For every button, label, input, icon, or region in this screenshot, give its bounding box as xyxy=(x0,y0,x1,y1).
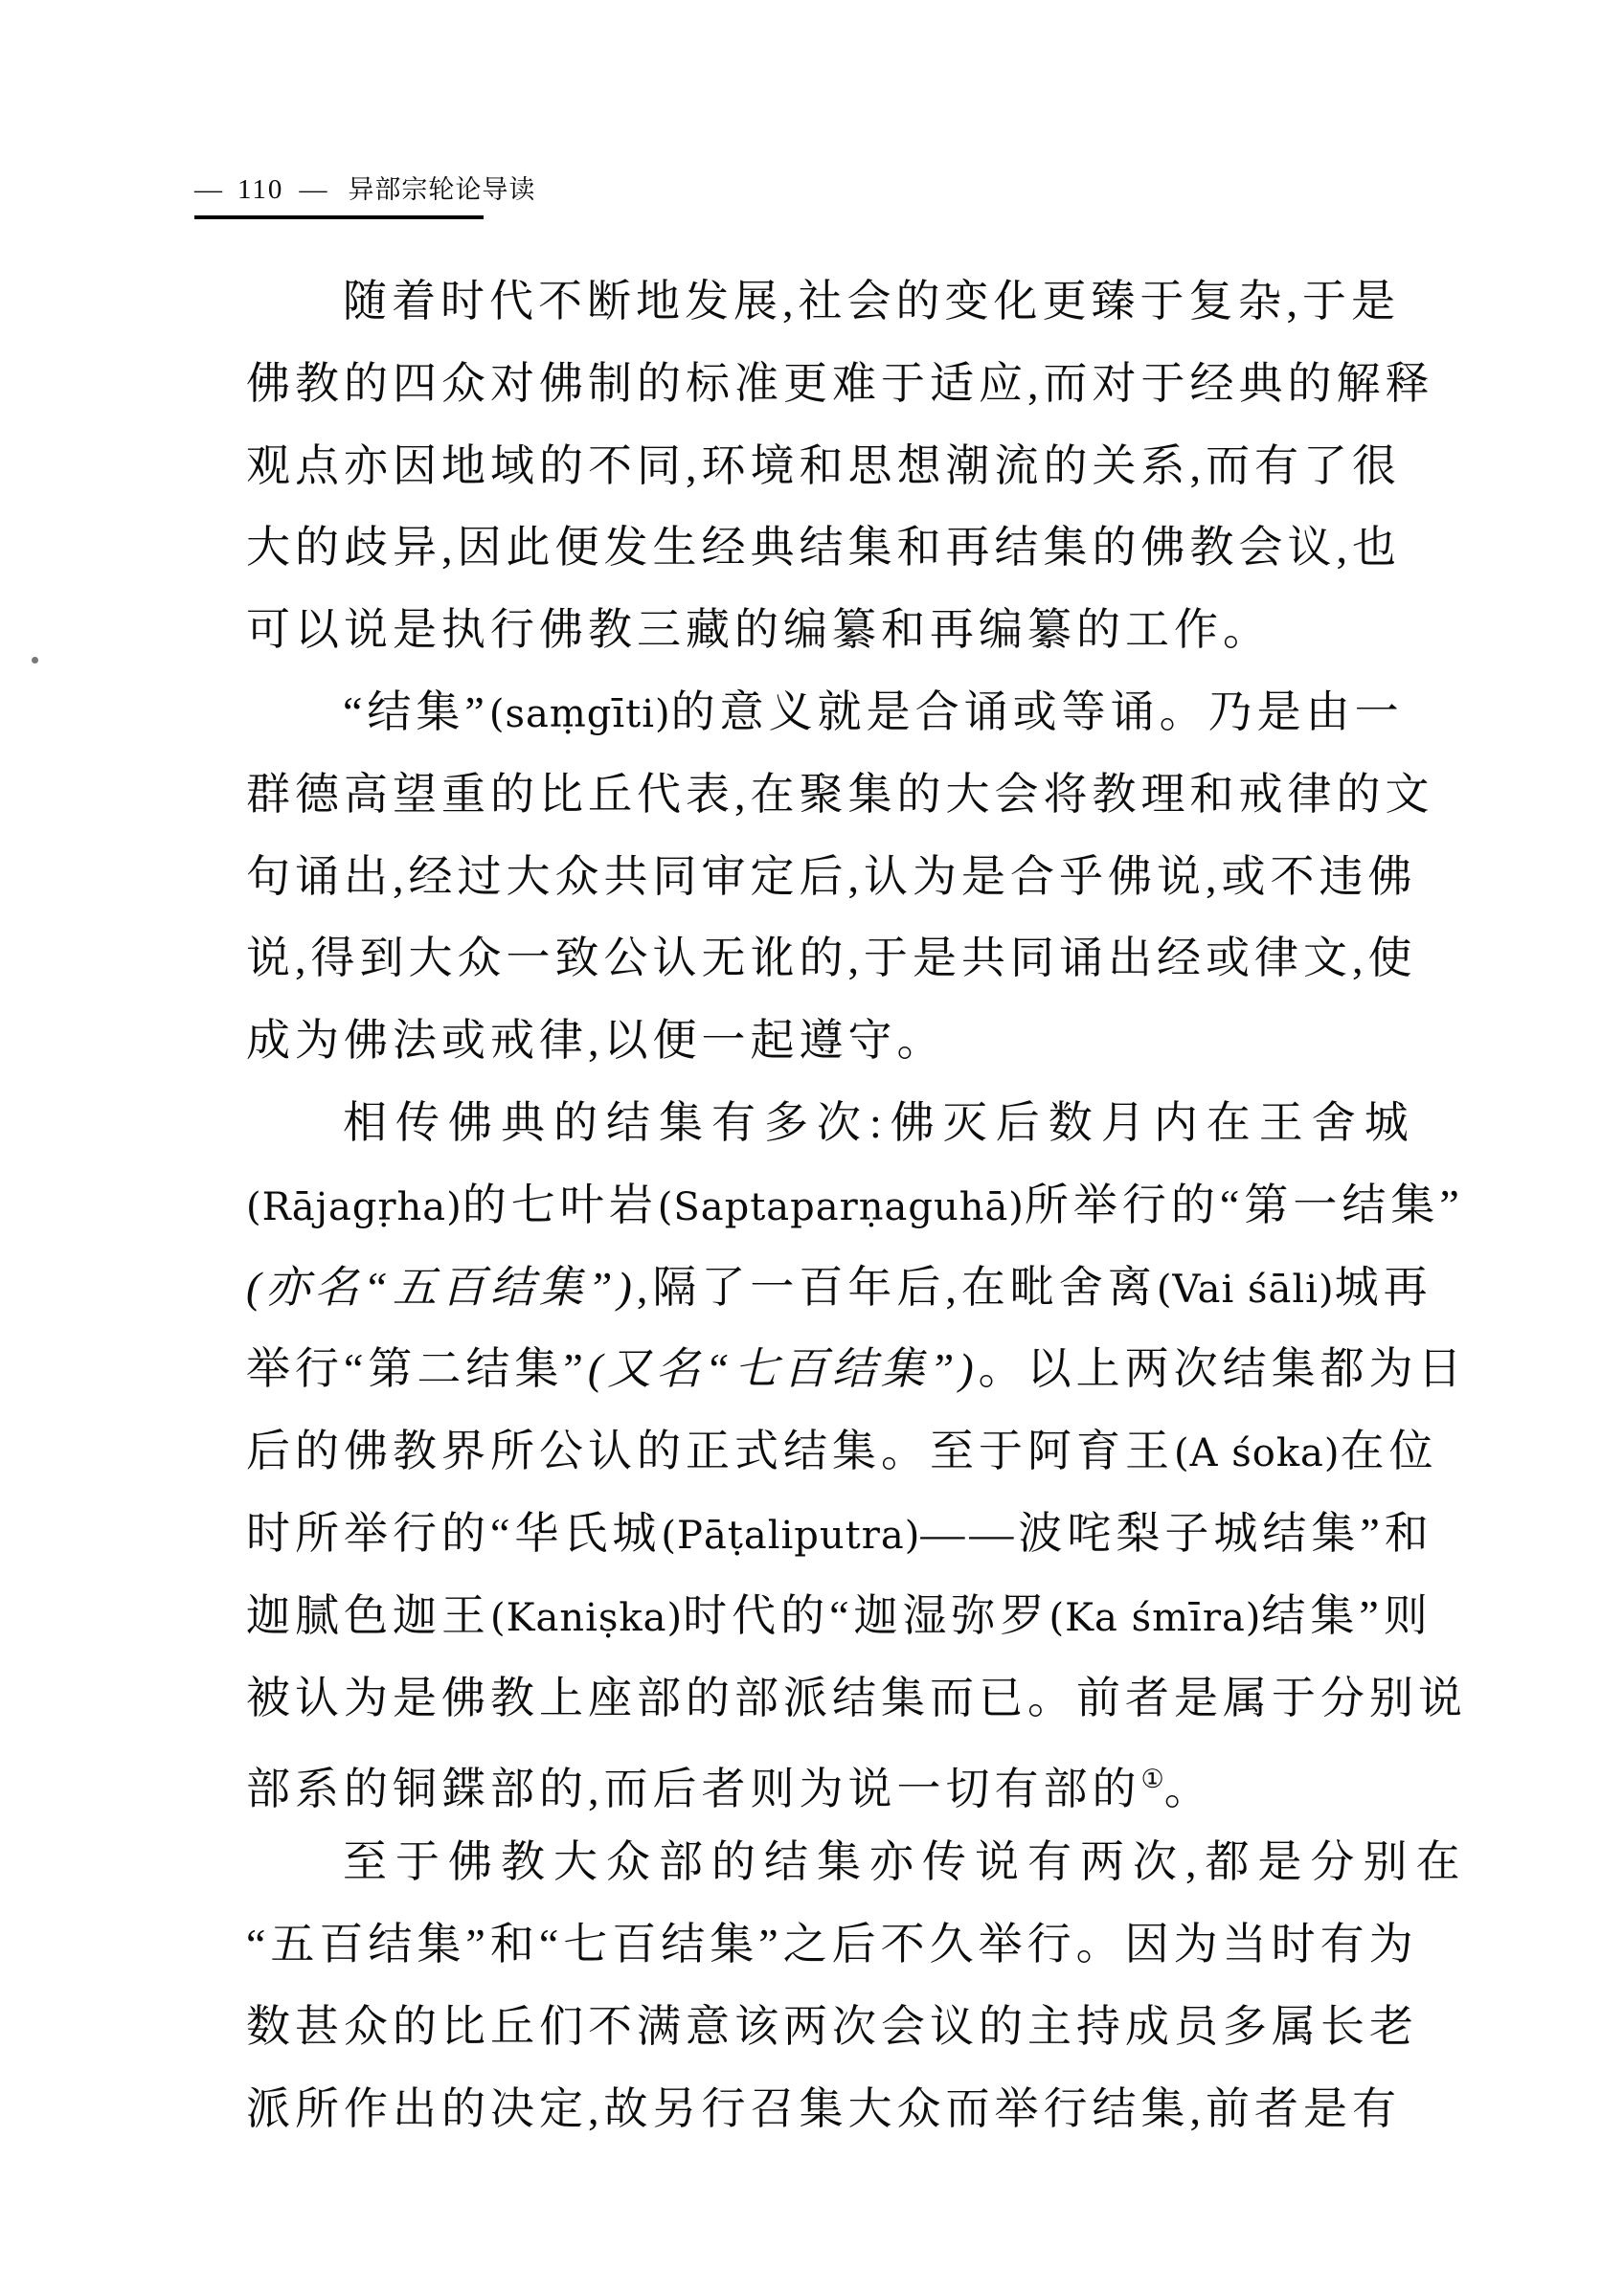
cjk-text: 部系的铜鍱部的,而后者则为说一切有部的 xyxy=(246,1765,1141,1814)
cjk-text: 迦腻色迦王 xyxy=(246,1590,490,1640)
cjk-text: 随着时代不断地发展,社会的变化更臻于复杂,于是 xyxy=(343,277,1400,326)
cjk-text: 所举行的“第一结集” xyxy=(1024,1180,1464,1229)
book-title: 异部宗轮论导读 xyxy=(348,175,536,204)
page-number: 110 xyxy=(237,174,284,205)
cjk-text: 。 xyxy=(1163,1765,1213,1814)
kai-style-note: (亦名“五百结集”) xyxy=(246,1262,637,1312)
header-left-dash: — xyxy=(194,174,222,205)
page-body xyxy=(246,260,1469,2149)
text-line xyxy=(246,917,1462,1000)
text-line xyxy=(246,425,1462,507)
cjk-text: 时代的“迦湿弥罗 xyxy=(683,1590,1049,1640)
text-line xyxy=(246,754,1462,836)
cjk-text: 举行“第二结集” xyxy=(246,1344,588,1394)
cjk-text: 可以说是执行佛教三藏的编纂和再编纂的工作。 xyxy=(246,605,1272,655)
text-line xyxy=(246,836,1462,918)
cjk-text: 的七叶岩 xyxy=(462,1180,658,1229)
cjk-text: ——波咤梨子城结集”和 xyxy=(920,1508,1433,1558)
text-line xyxy=(246,1657,1467,1740)
sanskrit-romanization: (Pāṭaliputra) xyxy=(661,1513,921,1558)
text-line xyxy=(246,1164,1462,1247)
cjk-text: 相传佛典的结集有多次:佛灭后数月内在王舍城 xyxy=(343,1097,1417,1147)
text-line xyxy=(246,1410,1462,1493)
sanskrit-romanization: (Rājagṛha) xyxy=(246,1184,462,1229)
cjk-text: 后的佛教界所公认的正式结集。至于阿育王 xyxy=(246,1427,1174,1476)
cjk-text: 句诵出,经过大众共同审定后,认为是合乎佛说,或不违佛 xyxy=(246,851,1417,901)
cjk-text: 至于佛教大众部的结集亦传说有两次,都是分别在 xyxy=(343,1837,1469,1887)
scan-speck xyxy=(32,657,38,664)
text-line xyxy=(246,1328,1467,1410)
text-line xyxy=(246,1000,1462,1082)
sanskrit-romanization: (Saptaparṇaguhā) xyxy=(657,1184,1025,1229)
text-line xyxy=(246,671,1462,754)
cjk-text: 群德高望重的比丘代表,在聚集的大会将教理和戒律的文 xyxy=(246,769,1434,819)
cjk-text: 被认为是佛教上座部的部派结集而已。前者是属于分别说 xyxy=(246,1673,1467,1722)
cjk-text: 大的歧异,因此便发生经典结集和再结集的佛教会议,也 xyxy=(246,523,1401,573)
text-line xyxy=(246,1903,1462,1986)
kai-style-note: (又名“七百结集”) xyxy=(587,1344,979,1394)
cjk-text: 数甚众的比丘们不满意该两次会议的主持成员多属长老 xyxy=(246,2001,1418,2051)
text-line xyxy=(246,1575,1462,1657)
text-line xyxy=(246,1739,1462,1821)
cjk-text: ,隔了一百年后,在毗舍离 xyxy=(636,1262,1157,1312)
text-line xyxy=(246,1493,1462,1575)
text-line xyxy=(246,1082,1462,1164)
cjk-text: “结集” xyxy=(343,686,489,736)
cjk-text: 。以上两次结集都为日 xyxy=(978,1344,1467,1394)
text-line xyxy=(246,506,1462,589)
cjk-text: 说,得到大众一致公认无讹的,于是共同诵出经或律文,使 xyxy=(246,934,1417,983)
sanskrit-romanization: (Kaniṣka) xyxy=(490,1595,684,1640)
cjk-text: 派所作出的决定,故另行召集大众而举行结集,前者是有 xyxy=(246,2083,1401,2133)
footnote-marker: ① xyxy=(1140,1765,1164,1794)
cjk-text: “五百结集”和“七百结集”之后不久举行。因为当时有为 xyxy=(246,1919,1418,1969)
text-line xyxy=(246,260,1462,343)
cjk-text: 在位 xyxy=(1340,1427,1438,1476)
sanskrit-romanization: (Vai śāli) xyxy=(1156,1267,1335,1312)
cjk-text: 成为佛法或戒律,以便一起遵守。 xyxy=(246,1016,946,1066)
text-line xyxy=(246,1986,1462,2068)
sanskrit-romanization: (Ka śmīra) xyxy=(1049,1595,1262,1640)
cjk-text: 的意义就是合诵或等诵。乃是由一 xyxy=(670,686,1404,736)
cjk-text: 时所举行的“华氏城 xyxy=(246,1508,662,1558)
text-line xyxy=(246,343,1462,425)
running-header xyxy=(194,169,536,219)
sanskrit-romanization: (A śoka) xyxy=(1174,1431,1341,1476)
text-line xyxy=(246,589,1462,671)
sanskrit-romanization: (saṃgīti) xyxy=(488,691,671,736)
text-line xyxy=(246,2068,1462,2150)
text-line xyxy=(246,1247,1462,1329)
cjk-text: 观点亦因地域的不同,环境和思想潮流的关系,而有了很 xyxy=(246,440,1401,490)
header-right-dash: — xyxy=(299,174,327,205)
cjk-text: 结集”则 xyxy=(1261,1590,1432,1640)
text-line xyxy=(246,1821,1469,1903)
cjk-text: 佛教的四众对佛制的标准更难于适应,而对于经典的解释 xyxy=(246,358,1434,408)
cjk-text: 城再 xyxy=(1334,1262,1432,1312)
